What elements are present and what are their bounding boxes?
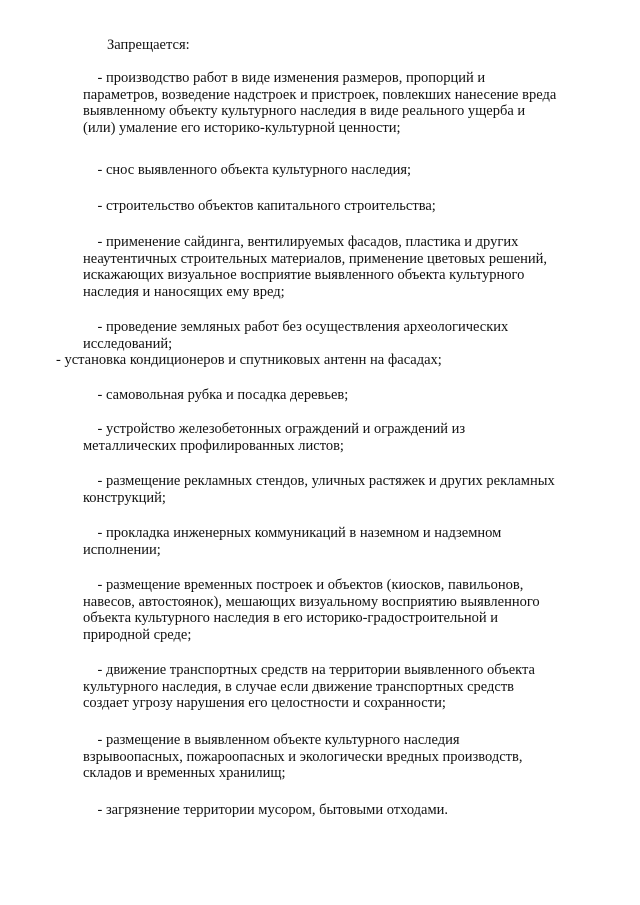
item-line: складов и временных хранилищ; bbox=[83, 765, 286, 782]
prohibition-item-7 bbox=[83, 421, 603, 454]
prohibition-item-11 bbox=[83, 662, 603, 712]
item-line: создает угрозу нарушения его целостности и сохранности; bbox=[83, 695, 446, 712]
item-line: - проведение земляных работ без осуществления археологических bbox=[83, 319, 509, 335]
item-line: - установка кондиционеров и спутниковых антенн на фасадах; bbox=[56, 352, 442, 369]
prohibition-item-8 bbox=[83, 473, 603, 506]
prohibition-item-13 bbox=[83, 802, 603, 819]
prohibition-item-2 bbox=[83, 162, 603, 179]
item-line: - прокладка инженерных коммуникаций в наземном и надземном bbox=[83, 525, 502, 541]
item-line: взрывоопасных, пожароопасных и экологически вредных производств, bbox=[83, 748, 523, 765]
prohibition-item-1 bbox=[83, 70, 603, 136]
item-line: выявленному объекту культурного наследия в виде реального ущерба и bbox=[83, 103, 526, 120]
item-line: - применение сайдинга, вентилируемых фасадов, пластика и других bbox=[83, 234, 519, 250]
prohibition-item-3 bbox=[83, 198, 603, 215]
item-line: природной среде; bbox=[83, 626, 192, 643]
item-line: культурного наследия, в случае если движение транспортных средств bbox=[83, 678, 514, 695]
item-line: наследия и наносящих ему вред; bbox=[83, 283, 285, 300]
item-line: - снос выявленного объекта культурного наследия; bbox=[83, 162, 412, 178]
item-line: параметров, возведение надстроек и пристроек, повлекших нанесение вреда bbox=[83, 86, 557, 103]
item-line: конструкций; bbox=[83, 489, 166, 506]
item-line: (или) умаление его историко-культурной ценности; bbox=[83, 119, 401, 136]
item-line: - размещение рекламных стендов, уличных растяжек и других рекламных bbox=[83, 473, 555, 489]
item-line: металлических профилированных листов; bbox=[83, 437, 344, 454]
prohibition-item-12 bbox=[83, 732, 603, 782]
item-line: исполнении; bbox=[83, 541, 161, 558]
item-line: объекта культурного наследия в его историко-градостроительной и bbox=[83, 610, 498, 627]
item-line: - строительство объектов капитального строительства; bbox=[83, 198, 436, 214]
item-line: исследований; bbox=[83, 335, 173, 352]
item-line: - загрязнение территории мусором, бытовыми отходами. bbox=[83, 802, 449, 818]
item-line: - размещение в выявленном объекте культурного наследия bbox=[83, 732, 460, 748]
item-line: неаутентичных строительных материалов, применение цветовых решений, bbox=[83, 250, 548, 267]
item-line: - устройство железобетонных ограждений и ограждений из bbox=[83, 421, 466, 437]
item-line: искажающих визуальное восприятие выявленного объекта культурного bbox=[83, 267, 525, 284]
item-line: - размещение временных построек и объектов (киосков, павильонов, bbox=[83, 577, 524, 593]
item-line: - производство работ в виде изменения размеров, пропорций и bbox=[83, 70, 486, 86]
prohibition-item-10 bbox=[83, 577, 603, 643]
prohibition-item-4 bbox=[83, 234, 603, 300]
document-heading: Запрещается: bbox=[107, 37, 190, 53]
prohibition-item-6 bbox=[83, 387, 603, 404]
prohibition-item-5 bbox=[56, 319, 603, 369]
item-line: - самовольная рубка и посадка деревьев; bbox=[83, 387, 349, 403]
item-line: навесов, автостоянок), мешающих визуальному восприятию выявленного bbox=[83, 593, 540, 610]
item-line: - движение транспортных средств на территории выявленного объекта bbox=[83, 662, 535, 678]
prohibition-item-9 bbox=[83, 525, 603, 558]
